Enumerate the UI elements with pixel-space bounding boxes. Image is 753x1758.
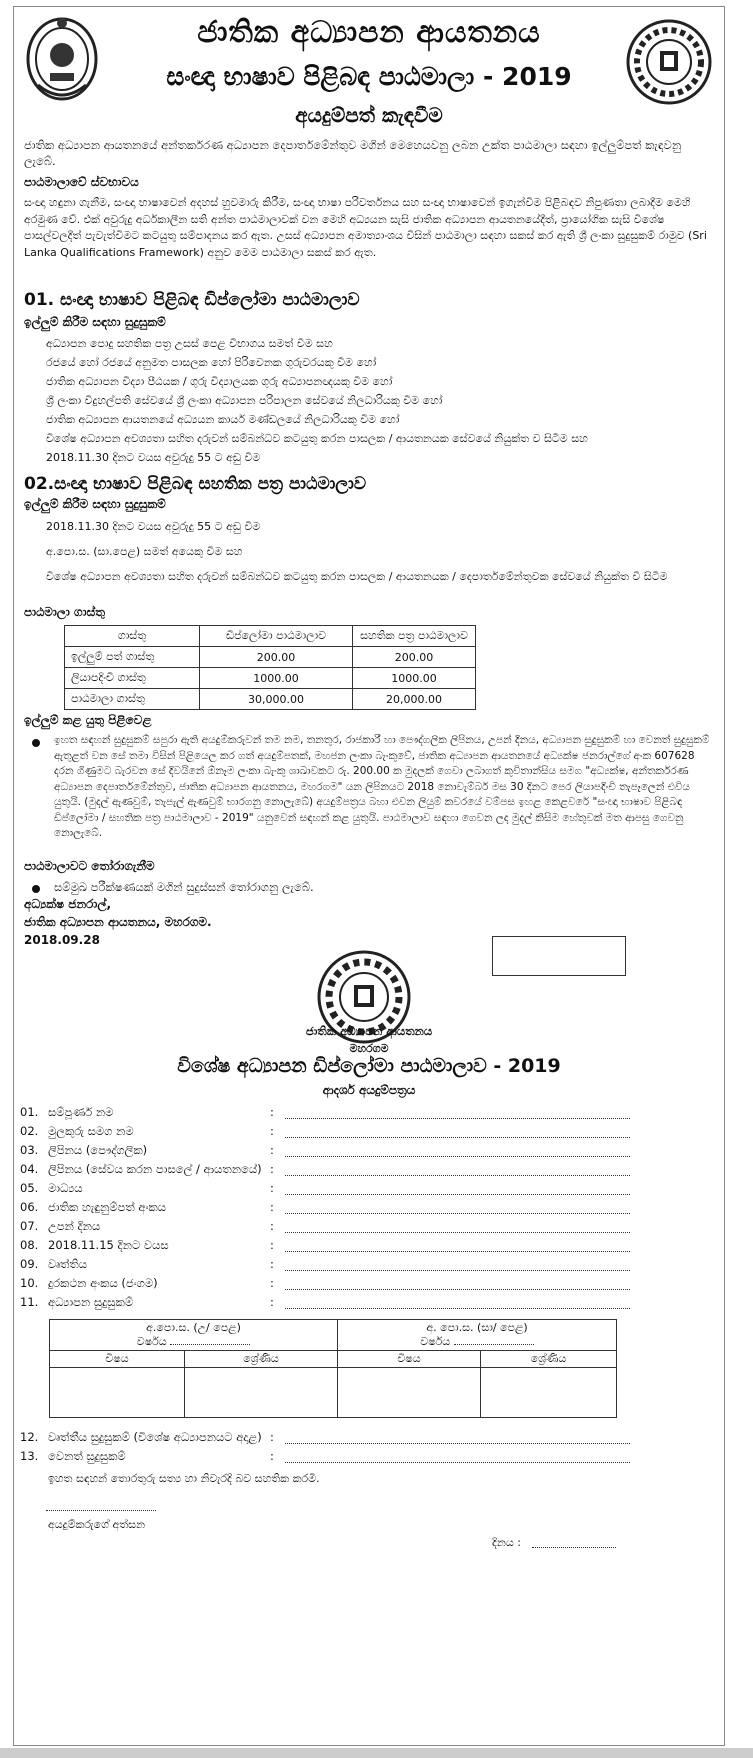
field-label: වෘත්තීය සුදුසුකම් (විශේෂ අධ්‍යාපනයට අදාළ) [48, 1430, 262, 1444]
howto-heading: ඉල්ලුම් කළ යුතු පිළිවෙළ [24, 713, 152, 727]
field-input-line[interactable] [285, 1203, 630, 1214]
call-for-applications: අයදුම්පත් කැඳවීම [295, 103, 443, 127]
field-number: 12. [20, 1430, 39, 1444]
signature-line[interactable] [46, 1500, 156, 1511]
fees-table [64, 625, 476, 710]
list-item: ජාතික අධ්‍යාපන විද්‍යා පීඨයක / ගුරු විද්‍යාලයක ගුරු අධ්‍යාපනඥයකු වීම හෝ [46, 375, 393, 388]
field-number: 08. [20, 1238, 39, 1252]
office-use-box [492, 936, 626, 976]
table-subheader-row [50, 1351, 617, 1368]
field-label: ලිපිනය (පෞද්ගලික) [48, 1143, 148, 1157]
declaration-text: ඉහත සඳහන් තොරතුරු සත්‍ය හා නිවැරදි බව සහතික කරමි. [48, 1472, 320, 1485]
field-input-line[interactable] [285, 1241, 630, 1252]
field-number: 05. [20, 1181, 39, 1195]
ol-year-input[interactable] [454, 1344, 534, 1345]
certificate-fee: 20,000.00 [353, 689, 476, 710]
al-exam-label: අ.පො.ස. (උ/ පෙළ) [146, 1321, 241, 1334]
nature-text: සංඥා හඳුනා ගැනීම, සංඥා භාෂාවෙන් අදහස් හුවමාරු කිරීම, සංඥා භාෂා පරිවර්තනය සහ සංඥා භාෂාවෙන් ඉගැන්වීම පිළිබඳව නිපුණතා ලබාදීම මෙහි අරමුණ වේ. එක් අවුරුදු අර්ධකාලීන සති අන්ත පාඨමාලාවක් වන මෙහි අධ්‍යයන සැසි ජාතික අධ්‍යාපන ආයතනයේදීත්, ප්‍රායෝගික සැසි විශේෂ පාසල්වලදීත් පැවැත්වීමට කටයුතු සම්පාදනය කර ඇත. උසස් අධ්‍යාපන අමාත්‍යාංශය විසින් පාඨමාලා සඳහා සකස් කර ඇති ශ්‍රී ලංකා සුදුසුකම් රාමුව (Sri Lanka Qualifications Framework) අනුව මෙම පාඨමාලා සකස් කර ඇත. [24, 196, 707, 259]
form-field-row: 05. මාධ්‍යය : [20, 1181, 630, 1200]
field-number: 01. [20, 1105, 39, 1119]
list-item: ශ්‍රී ලංකා විදුහල්පති සේවයේ ශ්‍රී ලංකා අධ්‍යාපන පරිපාලන සේවයේ නිලධාරියකු වීම හෝ [46, 394, 443, 407]
ol-subject-cell[interactable] [338, 1368, 481, 1418]
form-field-row: 07. උපන් දිනය : [20, 1219, 630, 1238]
field-label: අධ්‍යාපන සුදුසුකම් [48, 1295, 134, 1309]
field-label: වෘත්තිය [48, 1257, 87, 1271]
table-row [65, 668, 476, 689]
intro-text: ජාතික අධ්‍යාපන ආයතනයේ අන්තර්කරණ අධ්‍යාපන දෙපාර්තමේන්තුව මගින් මෙහෙයවනු ලබන උක්ත පාඨමාලා සඳහා ඉල්ලුම්පත් කැඳවනු ලැබේ. [24, 138, 682, 168]
howto-text: ඉහත සඳහන් සුදුසුකම් සපුරා ඇති අයදුම්කරුවන් තම නම, තනතුර, රාජකාරී හා පෞද්ගලික ලිපිනය, උපන් දිනය, අධ්‍යාපන සුදුසුකම් හා වෙනත් සුදුසුකම් ඇතුළත් වන සේ තමා විසින් පිළියෙල කර ගත් අයදුම්පතක්, මහජන ලංකා බැංකුවේ, ජාතික අධ්‍යාපන ආයතනයේ අධ්‍යක්ෂ ජනරාල්ගේ අංක 607628 දරන ගිණුමට බැරවන සේ දිවයිනේ ඕනෑම ලංකා බැංකු ශාඛාවකට රු. 200.00 ක මුදලක් ගෙවා ලබාගත් කුවිතාන්සිය සමග "අධ්‍යක්ෂ, අන්තර්කරණ අධ්‍යාපන දෙපාර්තමේන්තුව, ජාතික අධ්‍යාපන ආයතනය, මහරගම" යන ලිපිනයට 2018 නොවැම්බර් මස 30 දිනට පෙර ලියාපදිංචි තැපෑලෙන් එවිය යුතුයි. (මුදල් ඇණවුම්, තැපැල් ඇණවුම් භාරගනු නොලැබේ) අයදුම්පත්‍රය බහා එවන ලියුම් කවරයේ වම්පස ඉහළ කෙළවරේ "සංඥා භාෂාව පිළිබඳ ඩිප්ලෝමා / සහතික පත්‍ර පාඨමාලාව - 2019" යනුවෙන් සඳහන් කළ යුතුයි. පාඨමාලාව සඳහා ගෙවන ලද මුදල් කිසිම හේතුවක් මත ආපසු ගෙවනු නොලැබේ. [54, 734, 710, 839]
column-header: සහතික පත්‍ර පාඨමාලාව [353, 626, 476, 647]
applicant-signature-label: අයදුම්කරුගේ අත්සන [48, 1518, 146, 1531]
fee-type: ඉල්ලුම් පත් ගාස්තු [65, 647, 200, 668]
grade-column-header: ශ්‍රේණිය [481, 1351, 617, 1368]
signatory-title: අධ්‍යක්ෂ ජනරාල්, [24, 897, 112, 911]
course1-qual-heading: ඉල්ලුම් කිරීම සඳහා සුදුසුකම් [24, 315, 166, 329]
field-input-line[interactable] [285, 1298, 630, 1309]
course-main-title: සංඥා භාෂාව පිළිබඳ පාඨමාලා - 2019 [166, 62, 572, 91]
subject-column-header: විෂය [50, 1351, 185, 1368]
form-field-row: 08. 2018.11.15 දිනට වයස : [20, 1238, 630, 1257]
certificate-fee: 1000.00 [353, 668, 476, 689]
list-item: ජාතික අධ්‍යාපන ආයතනයේ අධ්‍යයන කාර්ය මණ්ඩලයේ නිලධාරියකු වීම හෝ [46, 413, 400, 426]
table-row [65, 647, 476, 668]
bullet-icon [32, 739, 40, 747]
diploma-fee: 200.00 [200, 647, 353, 668]
course1-title: 01. සංඥා භාෂාව පිළිබඳ ඩිප්ලෝමා පාඨමාලාව [24, 290, 360, 310]
bullet-icon [32, 885, 40, 893]
table-row [65, 689, 476, 710]
selection-heading: පාඨමාලාවට තෝරාගැනීම [24, 859, 155, 873]
field-number: 13. [20, 1449, 39, 1463]
form-field-row: 02. මුලකුරු සමග නම : [20, 1124, 630, 1143]
form-fields-2 [20, 1430, 630, 1468]
list-item: 2018.11.30 දිනට වයස අවුරුදු 55 ට අඩු වීම [46, 451, 261, 464]
nature-heading: පාඨමාලාවේ ස්වභාවය [24, 175, 139, 189]
form-field-row: 01. සම්පූර්ණ නම : [20, 1105, 630, 1124]
field-input-line[interactable] [285, 1165, 630, 1176]
al-header [50, 1320, 338, 1351]
field-label: මාධ්‍යය [48, 1181, 83, 1195]
field-input-line[interactable] [285, 1222, 630, 1233]
course2-qual-heading: ඉල්ලුම් කිරීම සඳහා සුදුසුකම් [24, 497, 166, 511]
advertisement-page [13, 6, 725, 1746]
form-title: විශේෂ අධ්‍යාපන ඩිප්ලෝමා පාඨමාලාව - 2019 [177, 1055, 561, 1077]
field-input-line[interactable] [285, 1260, 630, 1271]
column-header: ඩිප්ලෝමා පාඨමාලාව [200, 626, 353, 647]
table-header-row [65, 626, 476, 647]
form-place: මහරගම [349, 1042, 389, 1055]
list-item: අ.පො.ස. (සා.පෙළ) සමත් අයෙකු වීම සහ [46, 545, 243, 558]
field-label: මුලකුරු සමග නම [48, 1124, 134, 1138]
institute-title: ජාතික අධ්‍යාපන ආයතනය [197, 15, 541, 50]
certificate-fee: 200.00 [353, 647, 476, 668]
list-item: අධ්‍යාපන පොදු සහතික පත්‍ර උසස් පෙළ විභාගය සමත් වීම සහ [46, 337, 333, 350]
form-field-row: 11. අධ්‍යාපන සුදුසුකම් : [20, 1295, 630, 1314]
field-input-line[interactable] [285, 1433, 630, 1444]
field-input-line[interactable] [285, 1146, 630, 1157]
ol-header [338, 1320, 617, 1351]
al-grade-cell[interactable] [185, 1368, 338, 1418]
qualifications-table [49, 1319, 617, 1418]
field-label: වෙනත් සුදුසුකම් [48, 1449, 126, 1463]
field-label: සම්පූර්ණ නම [48, 1105, 114, 1119]
fees-heading: පාඨමාලා ගාස්තු [24, 605, 105, 619]
list-item: රජයේ හෝ රජයේ අනුමත පාසලක හෝ පිරිවෙනක ගුරුවරයකු වීම හෝ [46, 356, 377, 369]
form-field-row: 12. වෘත්තීය සුදුසුකම් (විශේෂ අධ්‍යාපනයට අදාළ) : [20, 1430, 630, 1449]
form-fields [20, 1105, 630, 1314]
grade-column-header: ශ්‍රේණිය [185, 1351, 338, 1368]
field-number: 07. [20, 1219, 39, 1233]
field-number: 10. [20, 1276, 39, 1290]
field-input-line[interactable] [285, 1108, 630, 1119]
form-subtitle: ආදර්ශ අයදුම්පත්‍රය [322, 1083, 416, 1097]
form-field-row: 06. ජාතික හැඳුනුම්පත් අංකය : [20, 1200, 630, 1219]
subject-column-header: විෂය [338, 1351, 481, 1368]
form-field-row: 03. ලිපිනය (පෞද්ගලික) : [20, 1143, 630, 1162]
diploma-fee: 30,000.00 [200, 689, 353, 710]
field-label: ලිපිනය (සේවය කරන පාසලේ / ආයතනයේ) [48, 1162, 262, 1176]
date-label: දිනය : [492, 1536, 521, 1549]
field-label: දුරකථන අංකය (ජංගම) [48, 1276, 158, 1290]
nie-logo-icon [624, 17, 714, 107]
table-row [50, 1368, 617, 1418]
al-year-input[interactable] [170, 1344, 250, 1345]
form-field-row: 04. ලිපිනය (සේවය කරන පාසලේ / ආයතනයේ) : [20, 1162, 630, 1181]
field-number: 11. [20, 1295, 39, 1309]
course1-qual-list [46, 337, 716, 470]
ol-grade-cell[interactable] [481, 1368, 617, 1418]
date-input-line[interactable] [532, 1537, 616, 1548]
form-field-row: 13. වෙනත් සුදුසුකම් : [20, 1449, 630, 1468]
table-header-row [50, 1320, 617, 1351]
diploma-fee: 1000.00 [200, 668, 353, 689]
field-input-line[interactable] [285, 1184, 630, 1195]
list-item: විශේෂ අධ්‍යාපන අවශ්‍යතා සහිත දරුවන් සම්බන්ධව කටයුතු කරන පාසලක / ආයතනයක සේවයේ නියුක්ත ව සිටීම සහ [46, 432, 588, 445]
course2-title: 02.සංඥා භාෂාව පිළිබඳ සහතික පත්‍ර පාඨමාලාව [24, 474, 367, 494]
year-label: වර්ෂය [420, 1335, 451, 1348]
ol-exam-label: අ. පො.ස. (සා/ පෙළ) [426, 1321, 528, 1334]
selection-text: සම්මුඛ පරීක්ෂණයක් මගින් සුදුස්සන් තෝරාගනු ලැබේ. [54, 880, 314, 894]
field-input-line[interactable] [285, 1279, 630, 1290]
column-header: ගාස්තු [65, 626, 200, 647]
field-number: 02. [20, 1124, 39, 1138]
field-number: 06. [20, 1200, 39, 1214]
list-item: විශේෂ අධ්‍යාපන අවශ්‍යතා සහිත දරුවන් සම්බන්ධව කටයුතු කරන පාසලක / ආයතනයක / දෙපාර්තමේන්තුවක සේවයේ නියුක්ත වී සිටීම [46, 570, 668, 583]
field-input-line[interactable] [285, 1452, 630, 1463]
form-field-row: 09. වෘත්තිය : [20, 1257, 630, 1276]
form-field-row: 10. දුරකථන අංකය (ජංගම) : [20, 1276, 630, 1295]
field-number: 09. [20, 1257, 39, 1271]
field-input-line[interactable] [285, 1127, 630, 1138]
fee-type: පාඨමාලා ගාස්තු [65, 689, 200, 710]
signature-date: 2018.09.28 [24, 933, 100, 947]
fee-type: ලියාපදිංචි ගාස්තු [65, 668, 200, 689]
field-label: උපන් දිනය [48, 1219, 101, 1233]
scan-bottom-edge [0, 1748, 753, 1758]
signatory-institute: ජාතික අධ්‍යාපන ආයතනය, මහරගම. [24, 915, 212, 929]
field-number: 03. [20, 1143, 39, 1157]
list-item: 2018.11.30 දිනට වයස අවුරුදු 55 ට අඩු වීම [46, 520, 261, 533]
field-label: 2018.11.15 දිනට වයස [48, 1238, 169, 1252]
form-org: ජාතික අධ්‍යාපන ආයතනය [305, 1024, 433, 1038]
year-label: වර්ෂය [136, 1335, 167, 1348]
field-number: 04. [20, 1162, 39, 1176]
al-subject-cell[interactable] [50, 1368, 185, 1418]
field-label: ජාතික හැඳුනුම්පත් අංකය [48, 1200, 167, 1214]
